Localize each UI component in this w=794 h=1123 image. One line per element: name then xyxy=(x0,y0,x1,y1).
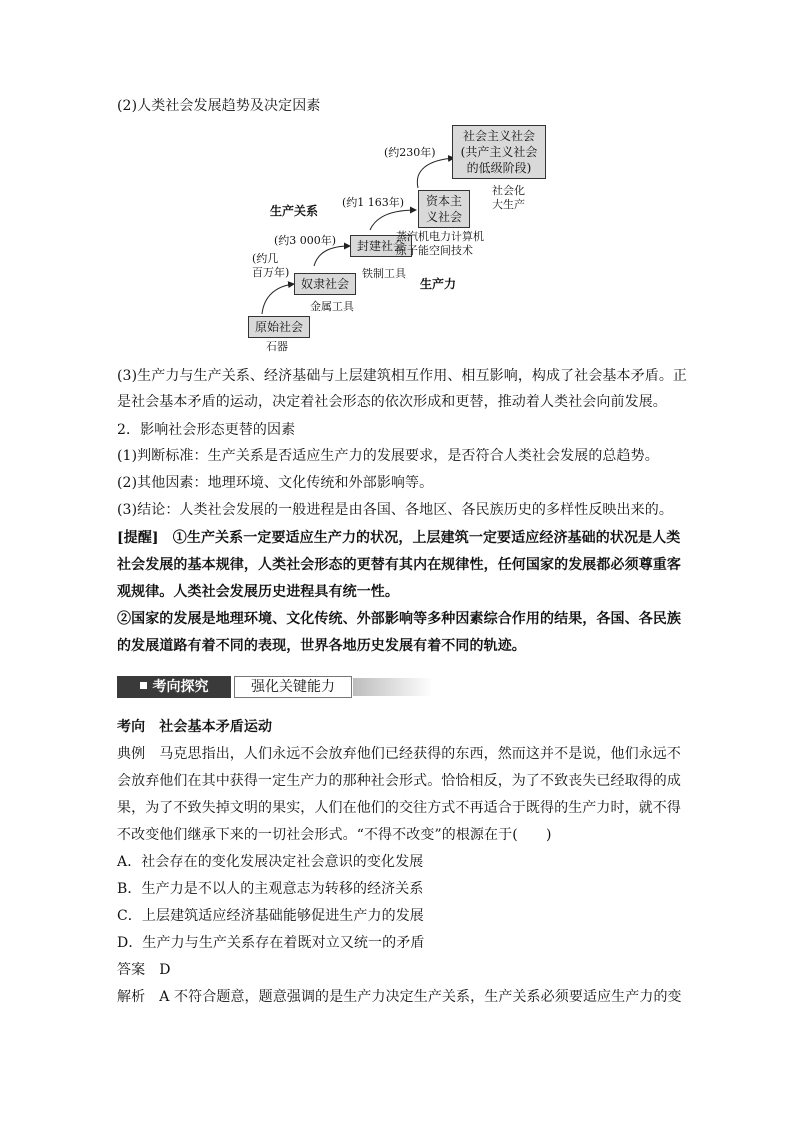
analysis-line: 解析 A 不符合题意，题意强调的是生产力决定生产关系，生产关系必须要适应生产力的变 xyxy=(117,989,682,1005)
option-b: B．生产力是不以人的主观意志为转移的经济关系 xyxy=(117,881,424,897)
topic-line: 考向 社会基本矛盾运动 xyxy=(117,719,273,735)
item-2: (2)其他因素：地理环境、文化传统和外部影响等。 xyxy=(117,475,434,491)
tool-socialized-1: 社会化 xyxy=(492,184,525,197)
example-line-3: 果，为了不致失掉文明的果实，人们在他们的交往方式不再适合于既得的生产力时，就不得 xyxy=(117,800,681,816)
socialist-line-2: (共产主义社会 xyxy=(460,145,538,159)
para3-line-2: 是社会基本矛盾的运动，决定着社会形态的依次形成和更替，推动着人类社会向前发展。 xyxy=(117,394,667,410)
box-slave-society: 奴隶社会 xyxy=(294,273,356,295)
box-feudal-society: 封建社会 xyxy=(350,235,412,257)
capitalist-line-2: 义社会 xyxy=(425,210,462,224)
tip-line-3: 观规律。人类社会发展历史进程具有统一性。 xyxy=(117,584,399,600)
example-line-1: 典例 马克思指出，人们永远不会放弃他们已经获得的东西，然而这并不是说，他们永远不 xyxy=(117,746,681,762)
duration-millions-1: (约几 xyxy=(252,252,279,265)
tool-steam-2: 原子能空间技术 xyxy=(396,244,473,257)
banner-gradient-tail xyxy=(353,678,433,696)
arrow-primitive-to-slave xyxy=(262,284,294,314)
duration-3000: (约3 000年) xyxy=(274,234,337,247)
item-3: (3)结论：人类社会发展的一般进程是由各国、各地区、各民族历史的多样性反映出来的。 xyxy=(117,502,673,518)
box-capitalist-society xyxy=(418,190,470,228)
capitalist-line-1: 资本主 xyxy=(425,194,462,208)
tool-socialized-2: 大生产 xyxy=(492,198,525,211)
socialist-line-3: 的低级阶段) xyxy=(466,161,532,175)
tip-line-2: 社会发展的基本规律，人类社会形态的更替有其内在规律性，任何国家的发展都必须尊重客 xyxy=(117,557,681,573)
section-banner xyxy=(117,676,433,698)
tip-line-1: [提醒] ①生产关系一定要适应生产力的状况，上层建筑一定要适应经济基础的状况是人类 xyxy=(117,530,681,546)
arrow-capitalist-to-socialist xyxy=(417,158,454,188)
banner-light-label: 强化关键能力 xyxy=(234,676,352,698)
box-socialist-society xyxy=(452,125,546,179)
example-line-2: 会放弃他们在其中获得一定生产力的那种社会形式。恰恰相反，为了不致丧失已经取得的成 xyxy=(117,773,681,789)
tool-socialized xyxy=(492,184,525,212)
para3-line-1: (3)生产力与生产关系、经济基础与上层建筑相互作用、相互影响，构成了社会基本矛盾。正 xyxy=(117,368,688,384)
box-primitive-society: 原始社会 xyxy=(248,316,310,338)
option-c: C．上层建筑适应经济基础能够促进生产力的发展 xyxy=(117,908,424,924)
tool-iron: 铁制工具 xyxy=(362,267,406,280)
option-a: A．社会存在的变化发展决定社会意识的变化发展 xyxy=(117,854,424,870)
forces-label: 生产力 xyxy=(420,277,457,291)
tool-steam xyxy=(396,230,484,258)
banner-square-icon xyxy=(140,682,147,689)
item-1: (1)判断标准：生产关系是否适应生产力的发展要求，是否符合人类社会发展的总趋势。 xyxy=(117,448,659,464)
arrow-slave-to-feudal xyxy=(314,246,350,266)
banner-dark-label: 考向探究 xyxy=(152,679,209,695)
duration-1163: (约1 163年) xyxy=(342,196,405,209)
banner-dark xyxy=(117,676,231,698)
example-line-4: 不改变他们继承下来的一切社会形式。“不得不改变”的根源在于( ) xyxy=(117,827,552,843)
duration-millions-2: 百万年) xyxy=(252,266,290,279)
tool-stone: 石器 xyxy=(266,340,288,353)
social-development-diagram xyxy=(230,118,560,358)
arrow-feudal-to-capitalist xyxy=(370,210,416,230)
answer-line: 答案 D xyxy=(117,962,171,978)
relations-label: 生产关系 xyxy=(270,204,319,218)
socialist-line-1: 社会主义社会 xyxy=(462,129,535,143)
duration-millions xyxy=(252,252,289,280)
heading-2: 2．影响社会形态更替的因素 xyxy=(117,422,296,438)
tip-line-4: ②国家的发展是地理环境、文化传统、外部影响等多种因素综合作用的结果，各国、各民族 xyxy=(117,611,681,627)
option-d: D．生产力与生产关系存在着既对立又统一的矛盾 xyxy=(117,935,425,951)
tool-metal: 金属工具 xyxy=(310,300,354,313)
tool-steam-1: 蒸汽机电力计算机 xyxy=(396,230,484,243)
section-title: (2)人类社会发展趋势及决定因素 xyxy=(117,98,321,114)
duration-230: (约230年) xyxy=(384,146,436,159)
tip-line-5: 的发展道路有着不同的表现，世界各地历史发展有着不同的轨迹。 xyxy=(117,638,526,654)
